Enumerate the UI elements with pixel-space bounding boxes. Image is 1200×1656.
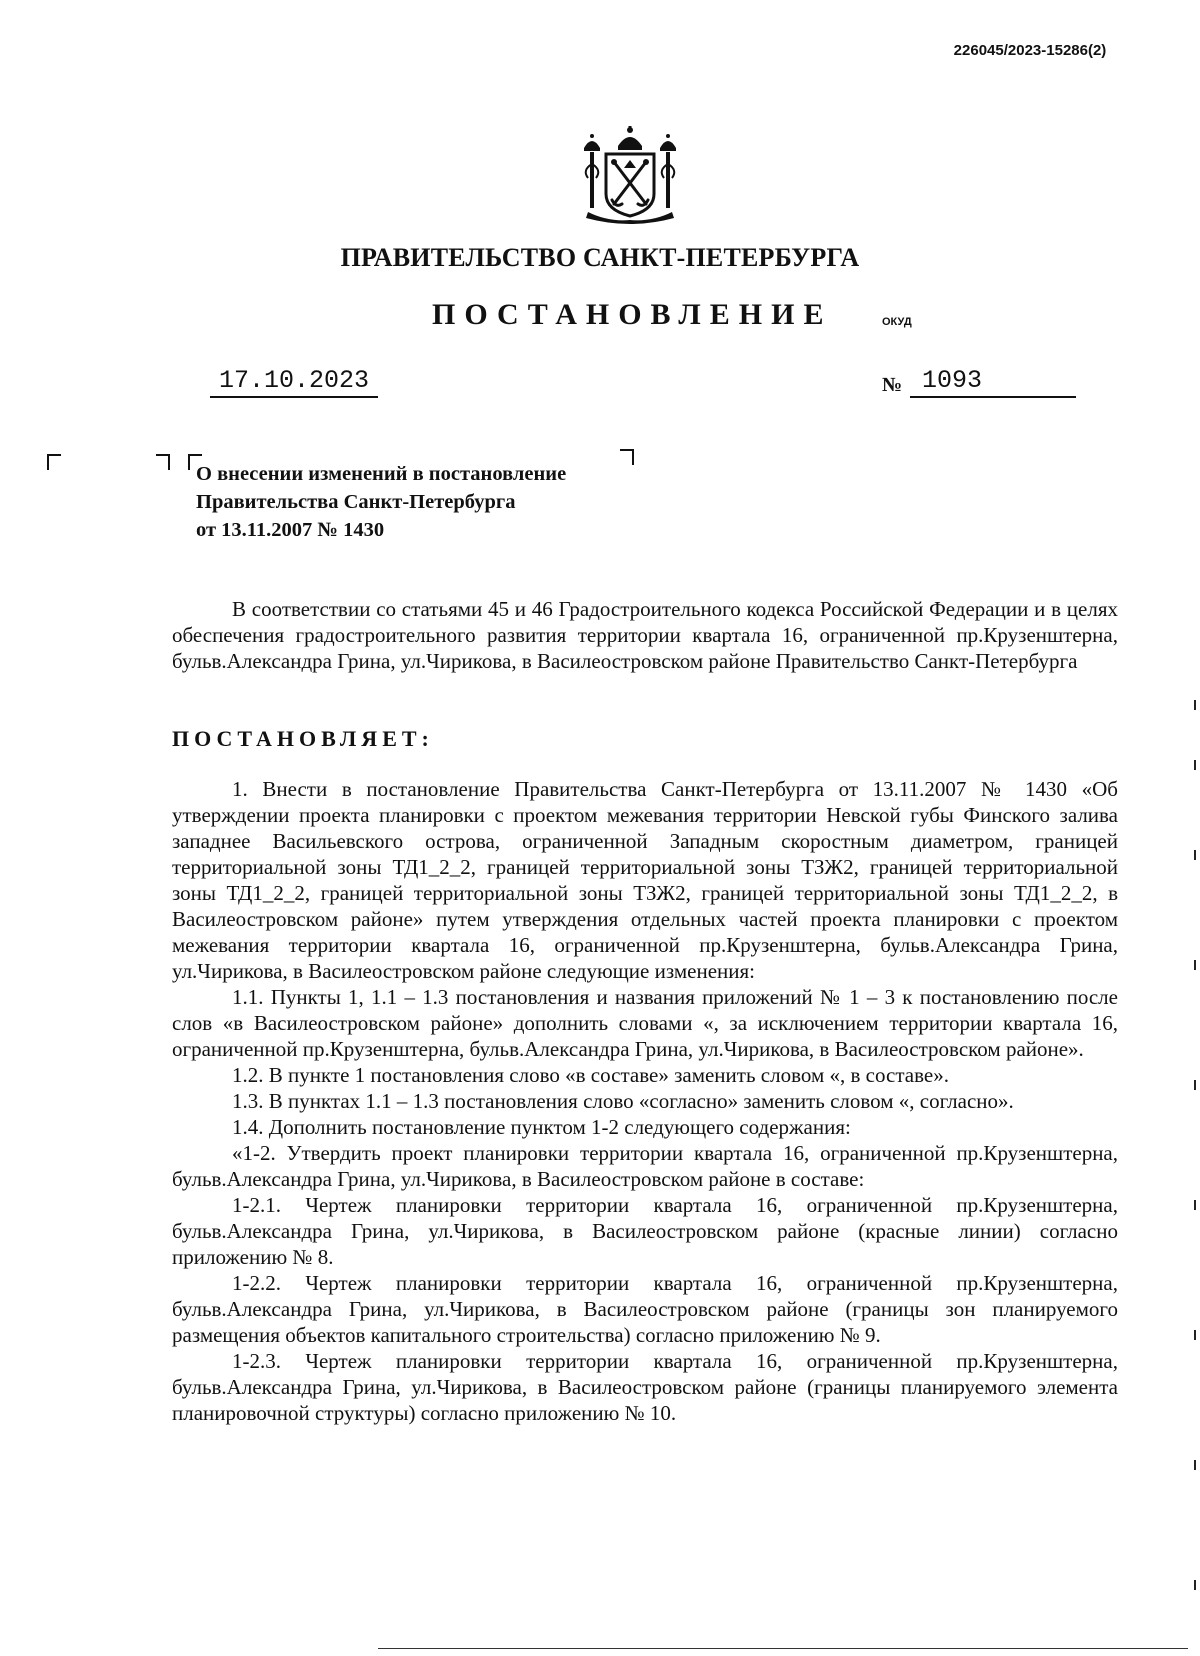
scan-margin-mark [1194,760,1196,770]
resolution-item: 1.3. В пунктах 1.1 – 1.3 постановления слово «согласно» заменить словом «, согласно». [232,1089,1014,1113]
resolution-item: 1. Внести в постановление Правительства Санкт-Петербурга от 13.11.2007 № 1430 «Об утверждении проекта планировки с проектом межевания территории Невской губы Финского залива западнее Васильевского острова, ограниченной Западным скоростным диаметром, границей территориальной зоны ТД1_2_2, границей территориальной зоны ТЗЖ2, границей территориальной зоны ТД1_2_2, границей территориальной зоны ТЗЖ2, границей территориальной зоны ТД1_2_2, в Василеостровском районе» путем утверждения отдельных частей проекта планировки с проектом межевания территории квартала 16, ограниченной пр.Крузенштерна, бульв.Александра Грина, ул.Чирикова, в Василеостровском районе следующие изменения: [172,777,1118,983]
scan-margin-mark [1194,1580,1196,1590]
resolution-items [172,776,1118,1426]
page-bottom-rule [378,1648,1188,1649]
resolves-heading: ПОСТАНОВЛЯЕТ: [172,726,434,751]
resolution-item: «1-2. Утвердить проект планировки территории квартала 16, ограниченной пр.Крузенштерна, бульв.Александра Грина, ул.Чирикова, в Василеостровском районе в составе: [172,1141,1118,1191]
resolution-item: 1.1. Пункты 1, 1.1 – 1.3 постановления и названия приложений № 1 – 3 к постановлению после слов «в Василеостровском районе» дополнить словами «, за исключением территории квартала 16, ограниченной пр.Крузенштерна, бульв.Александра Грина, ул.Чирикова, в Василеостровском районе». [172,985,1118,1061]
okud-label: ОКУД [882,316,912,328]
corner-mark [47,454,61,470]
coat-of-arms-icon [578,124,682,224]
subject-line: О внесении изменений в постановление [196,463,567,485]
document-type: ПОСТАНОВЛЕНИЕ [432,298,833,331]
document-number: 1093 [910,366,1076,398]
government-title: ПРАВИТЕЛЬСТВО САНКТ-ПЕТЕРБУРГА [340,243,860,272]
document-date: 17.10.2023 [210,366,378,398]
document-subject [196,460,566,544]
resolution-item: 1.2. В пункте 1 постановления слово «в составе» заменить словом «, в составе». [232,1063,949,1087]
scan-margin-mark [1194,850,1196,860]
corner-mark [620,449,634,465]
scan-margin-mark [1194,1460,1196,1470]
number-label: № [882,374,903,396]
resolution-item: 1-2.2. Чертеж планировки территории квартала 16, ограниченной пр.Крузенштерна, бульв.Александра Грина, ул.Чирикова, в Василеостровском районе (границы зон планируемого размещения объектов капитального строительства) согласно приложению № 9. [172,1271,1118,1347]
scan-margin-mark [1194,960,1196,970]
scan-margin-mark [1194,1080,1196,1090]
preamble-text: В соответствии со статьями 45 и 46 Градостроительного кодекса Российской Федерации и в целях обеспечения градостроительного развития территории квартала 16, ограниченной пр.Крузенштерна, бульв.Александра Грина, ул.Чирикова, в Василеостровском районе Правительство Санкт-Петербурга [172,597,1118,673]
scan-margin-mark [1194,1200,1196,1210]
scan-margin-mark [1194,1330,1196,1340]
corner-mark [156,454,170,470]
preamble [172,596,1118,674]
resolution-item: 1-2.1. Чертеж планировки территории квартала 16, ограниченной пр.Крузенштерна, бульв.Александра Грина, ул.Чирикова, в Василеостровском районе (красные линии) согласно приложению № 8. [172,1193,1118,1269]
subject-line: от 13.11.2007 № 1430 [196,519,385,541]
scan-margin-mark [1194,700,1196,710]
resolution-item: 1.4. Дополнить постановление пунктом 1-2 следующего содержания: [232,1115,851,1139]
document-id: 226045/2023-15286(2) [953,42,1107,59]
subject-line: Правительства Санкт-Петербурга [196,491,516,513]
resolution-item: 1-2.3. Чертеж планировки территории квартала 16, ограниченной пр.Крузенштерна, бульв.Александра Грина, ул.Чирикова, в Василеостровском районе (границы планируемого элемента планировочной структуры) согласно приложению № 10. [172,1349,1118,1425]
